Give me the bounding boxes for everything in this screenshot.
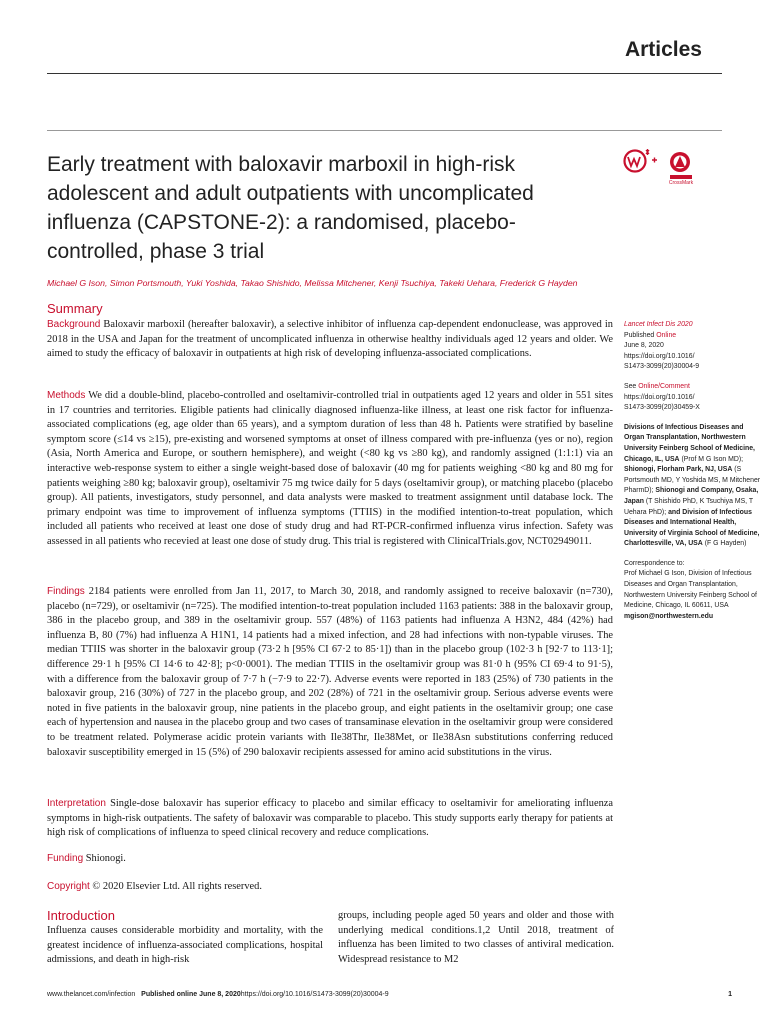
footer-site[interactable]: www.thelancet.com/infection: [47, 991, 136, 998]
abstract-funding: [47, 852, 613, 867]
published-online-link[interactable]: Online: [656, 331, 677, 339]
crossmark-icon[interactable]: [669, 152, 694, 186]
summary-heading: Summary: [47, 301, 103, 316]
abstract-interpretation: [47, 797, 613, 841]
article-title: Early treatment with baloxavir marboxil in high-risk adolescent and adult outpatients with uncomplicated influenza (CAPSTONE-2): a randomised, placebo-controlled, phase 3 trial: [47, 153, 534, 263]
interpretation-text: Single-dose baloxavir has superior efficacy to placebo and similar efficacy to oseltamivir for ameliorating influenza symptoms in high-risk outpatients. The safety of baloxavir was comparable to placebo. This study supports early therapy for patients at high risk of complications of influenza to speed clinical recovery and reduce complications.: [47, 798, 613, 839]
footer-published: Published online June 8, 2020: [141, 991, 241, 998]
methods-text: We did a double-blind, placebo-controlled and oseltamivir-controlled trial in outpatients aged 12 years and older in 551 sites in 17 countries and territories. Eligible patients had clinically diagnosed influenza-like illness, at least one risk factor for influenza-associated complications (eg, age older than 65 years), and a symptom duration of less than 48 h. Patients were stratified by baseline symptom score (≤14 vs ≥15), pre-existing and worsened symptoms at onset of illness compared with pre-influenza (yes or no), region (Asia, North America and Europe, or southern hemisphere), and weight (<80 kg vs ≥80 kg), and randomly assigned (1:1:1) via an interactive web-response system to either a single weight-based dose of baloxavir (40 mg for patients weighing <80 kg and 80 mg for patients weighing ≥80 kg; baloxavir group), oseltamivir 75 mg twice daily for 5 days (oseltamivir group), or matching placebo (placebo group). All patients, investigators, study personnel, and data analysts were masked to treatment assignment until database lock. The primary endpoint was time to improvement of influenza symptoms (TTIIS) in the modified intention-to-treat population, which included all patients who received at least one dose of study drug and had RT-PCR-confirmed influenza virus infection. Safety was assessed in all patients who recevied at least one dose of study drug. This trial is registered with ClinicalTrials.gov, NCT02949011.: [47, 390, 613, 547]
affiliation-4: and Division of Infectious Diseases and International Health, University of Virginia School of Medicine, Charlottesville, VA, USA: [624, 508, 760, 548]
funding-text: Shionogi.: [85, 853, 126, 864]
journal-citation: Lancet Infect Dis 2020: [624, 321, 693, 328]
badge-group: [622, 148, 702, 186]
correspondence-email[interactable]: mgison@northwestern.edu: [624, 612, 714, 620]
abstract-methods: [47, 389, 613, 550]
copyright-label: Copyright: [47, 881, 90, 892]
published-prefix: Published: [624, 331, 657, 339]
affiliation-3: Shionogi and Company, Osaka, Japan: [624, 487, 759, 505]
correspondence-address: Prof Michael G Ison, Division of Infectious Diseases and Organ Transplantation, Northwestern University Feinberg School of Medicine, Chicago, IL 60611, USA: [624, 570, 757, 610]
findings-label: Findings: [47, 586, 85, 597]
correspondence-label: Correspondence to:: [624, 559, 685, 567]
introduction-heading: Introduction: [47, 908, 115, 923]
funding-label: Funding: [47, 853, 84, 864]
affiliations: [624, 423, 764, 550]
header-rule: [47, 73, 722, 74]
background-text: Baloxavir marboxil (hereafter baloxavir), a selective inhibitor of influenza cap-dependent endonuclease, was approved in 2018 in the USA and Japan for the treatment of uncomplicated influenza in otherwise healthy individuals aged 12 years and older. We aimed to study the efficacy of baloxavir in outpatients at high risk of developing influenza-associated complications.: [47, 319, 613, 360]
affiliation-3-authors: (T Shishido PhD, K Tsuchiya MS, T Uehara PhD);: [624, 497, 753, 516]
abstract-background: [47, 318, 613, 362]
interpretation-label: Interpretation: [47, 798, 106, 809]
affiliation-1-authors: (Prof M G Ison MD);: [681, 455, 744, 463]
article-doi-line-1[interactable]: https://doi.org/10.1016/: [624, 352, 695, 360]
background-label: Background: [47, 319, 101, 330]
affiliation-1: Divisions of Infectious Diseases and Organ Transplantation, Northwestern University Feinberg School of Medicine, Chicago, IL, USA: [624, 423, 755, 463]
section-label: Articles: [624, 38, 702, 61]
badges: [622, 148, 702, 186]
crossmark-label: CrossMark: [668, 180, 694, 186]
see-comment: [624, 382, 764, 393]
authors: Michael G Ison, Simon Portsmouth, Yuki Yoshida, Takao Shishido, Melissa Mitchener, Kenji Tsuchiya, Takeki Uehara, Frederick G Hayden: [47, 278, 578, 288]
see-prefix: See: [624, 382, 639, 390]
page-footer: [47, 991, 727, 998]
findings-text: 2184 patients were enrolled from Jan 11, 2017, to March 30, 2018, and randomly assigned to receive baloxavir (n=730), placebo (n=729), or oseltamivir (n=725). The modified intention-to-treat population included 1163 patients: 388 in the baloxavir group, 386 in the placebo group, and 389 in the oseltamivir group. 557 (48%) of 1163 patients had influenza A H3N2, 484 (42%) had influenza B, 80 (7%) had influenza A H1N1, 14 patients had a mixed infection, and 28 had infections with non-typable viruses. The median TTIIS was shorter in the baloxavir group (73·2 h [95% CI 67·2 to 85·1]) than in the placebo group (102·3 h [92·7 to 113·1]; difference 29·1 h [95% CI 14·6 to 42·8]; p<0·0001). The median TTIIS in the oseltamivir group was 81·0 h (95% CI 69·4 to 91·5), with a difference from the baloxavir group of 7·7 h (−7·9 to 22·7). Adverse events were reported in 183 (25%) of 730 patients in the baloxavir group, 216 (30%) of 727 in the placebo group, and 202 (28%) of 721 in the oseltamivir group. Serious adverse events were noted in five patients in the baloxavir group, nine patients in the placebo group, and eight patients in the oseltamivir group; one case each of hypertension and nausea in the placebo group and two cases of transaminase elevation in the oseltamivir group were considered to be treatment related. Polymerase acidic protein variants with Ile38Thr, Ile38Met, or Ile38Asn substitutions conferring reduced baloxavir susceptibility emerged in 15 (5%) of 290 baloxavir recipients assessed for amino acid substitutions in the virus.: [47, 586, 613, 758]
methods-label: Methods: [47, 390, 86, 401]
copyright-text: © 2020 Elsevier Ltd. All rights reserved.: [92, 881, 262, 892]
abstract-copyright: [47, 880, 613, 895]
article-doi-line-2[interactable]: S1473-3099(20)30004-9: [624, 363, 700, 371]
footer-doi[interactable]: https://doi.org/10.1016/S1473-3099(20)30004-9: [240, 991, 389, 998]
comment-link[interactable]: Online/Comment: [638, 382, 690, 390]
sidebar: [624, 320, 764, 622]
abstract-findings: [47, 585, 613, 760]
open-access-icon[interactable]: [625, 149, 658, 172]
comment-doi-line-2[interactable]: S1473-3099(20)30459-X: [624, 404, 700, 412]
affiliation-4-authors: (F G Hayden): [704, 540, 747, 548]
published-online: [624, 331, 764, 342]
introduction-column-1: Influenza causes considerable morbidity and mortality, with the greatest incidence of influenza-associated complications, hospital admissions, and death in high-risk: [47, 925, 323, 966]
affiliation-2: Shionogi, Florham Park, NJ, USA: [624, 466, 733, 474]
page-number: 1: [728, 991, 732, 998]
comment-doi-line-1[interactable]: https://doi.org/10.1016/: [624, 393, 695, 401]
published-date: June 8, 2020: [624, 342, 664, 350]
title-rule: [47, 130, 722, 131]
affiliation-2-authors: (S Portsmouth MD, Y Yoshida MS, M Mitchener PharmD);: [624, 466, 761, 495]
introduction-column-2: groups, including people aged 50 years and older and those with underlying medical conditions.1,2 Until 2018, treatment of influenza has been limited to two classes of antiviral medication. Widespread resistance to M2: [338, 910, 614, 965]
